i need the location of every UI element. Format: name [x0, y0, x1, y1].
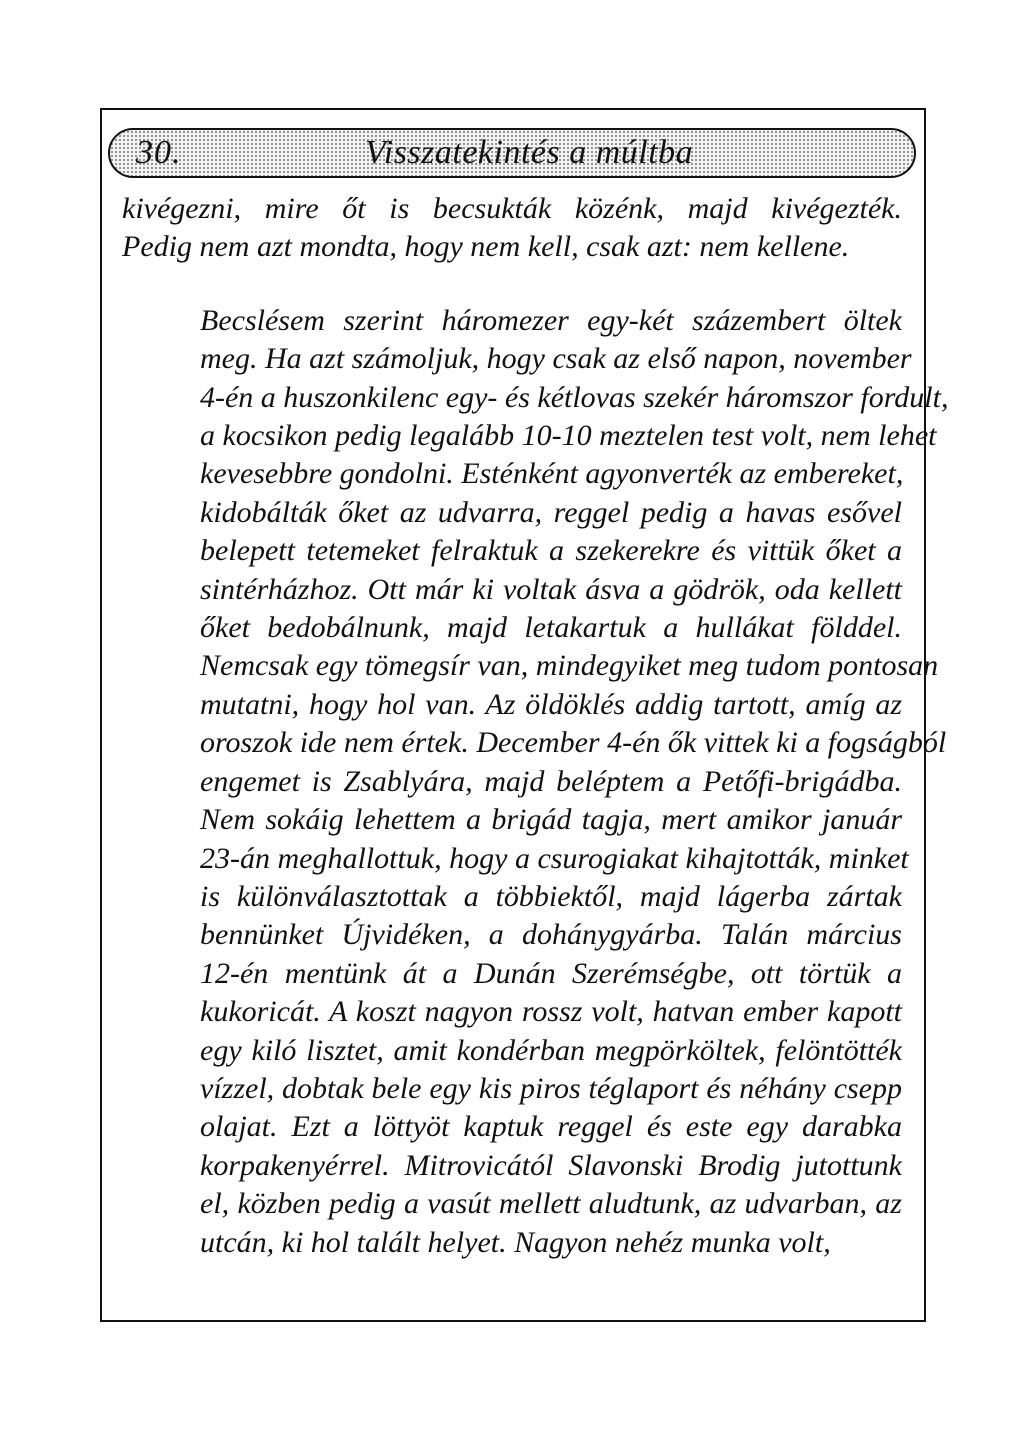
text-line: bennünket Újvidéken, a dohánygyárba. Talán március: [200, 918, 902, 952]
text-line: mutatni, hogy hol van. Az öldöklés addig tartott, amíg az: [200, 687, 902, 721]
text-line: belepett tetemeket felraktuk a szekerekre és vittük őket a: [200, 534, 902, 568]
text-line: őket bedobálnunk, majd letakartuk a hullákat földdel.: [200, 611, 902, 645]
body-text: [122, 190, 949, 1262]
text-line: sintérházhoz. Ott már ki voltak ásva a gödrök, oda kellett: [200, 572, 902, 606]
text-line: 23-án meghallottuk, hogy a csurogiakat kihajtották, minket: [200, 841, 909, 875]
text-line: egy kiló lisztet, amit kondérban megpörköltek, felöntötték: [200, 1033, 902, 1067]
text-line: 4-én a huszonkilenc egy- és kétlovas szekér háromszor fordult,: [200, 380, 949, 414]
text-line: oroszok ide nem értek. December 4-én ők vittek ki a fogságból: [200, 726, 947, 760]
text-line: korpakenyérrel. Mitrovicától Slavonski Brodig jutottunk: [200, 1148, 902, 1182]
paragraph-2: [122, 302, 949, 1262]
text-line: kivégezni, mire őt is becsukták közénk, majd kivégezték.: [122, 192, 902, 225]
paragraph-1: [122, 190, 902, 267]
text-line: Becslésem szerint háromezer egy-két százembert öltek: [200, 303, 902, 337]
text-line: a kocsikon pedig legalább 10-10 meztelen test volt, nem lehet: [200, 419, 937, 453]
text-line: is különválasztottak a többiektől, majd lágerba zártak: [200, 879, 902, 913]
text-line: utcán, ki hol talált helyet. Nagyon nehéz munka volt,: [200, 1225, 831, 1259]
text-line: Nemcsak egy tömegsír van, mindegyiket meg tudom pontosan: [200, 649, 939, 683]
chapter-number: 30.: [136, 134, 182, 171]
text-line: engemet is Zsablyára, majd beléptem a Petőfi-brigádba.: [200, 764, 902, 798]
text-line: meg. Ha azt számoljuk, hogy csak az első napon, november: [200, 342, 912, 376]
text-line: Pedig nem azt mondta, hogy nem kell, csak azt: nem kellene.: [122, 230, 850, 264]
text-line: vízzel, dobtak bele egy kis piros téglaport és néhány csepp: [200, 1071, 902, 1105]
text-line: Nem sokáig lehettem a brigád tagja, mert amikor január: [200, 803, 902, 837]
chapter-title: Visszatekintés a múltba: [365, 134, 694, 171]
text-line: kidobálták őket az udvarra, reggel pedig a havas esővel: [200, 495, 902, 529]
text-line: olajat. Ezt a löttyöt kaptuk reggel és este egy darabka: [200, 1110, 902, 1144]
chapter-header-banner: [108, 128, 916, 178]
text-line: kevesebbre gondolni. Esténként agyonverték az embereket,: [200, 457, 904, 491]
text-line: 12-én mentünk át a Dunán Szerémségbe, ott törtük a: [200, 956, 902, 990]
text-line: el, közben pedig a vasút mellett aludtunk, az udvarban, az: [200, 1187, 902, 1221]
text-line: kukoricát. A koszt nagyon rossz volt, hatvan ember kapott: [200, 995, 902, 1029]
